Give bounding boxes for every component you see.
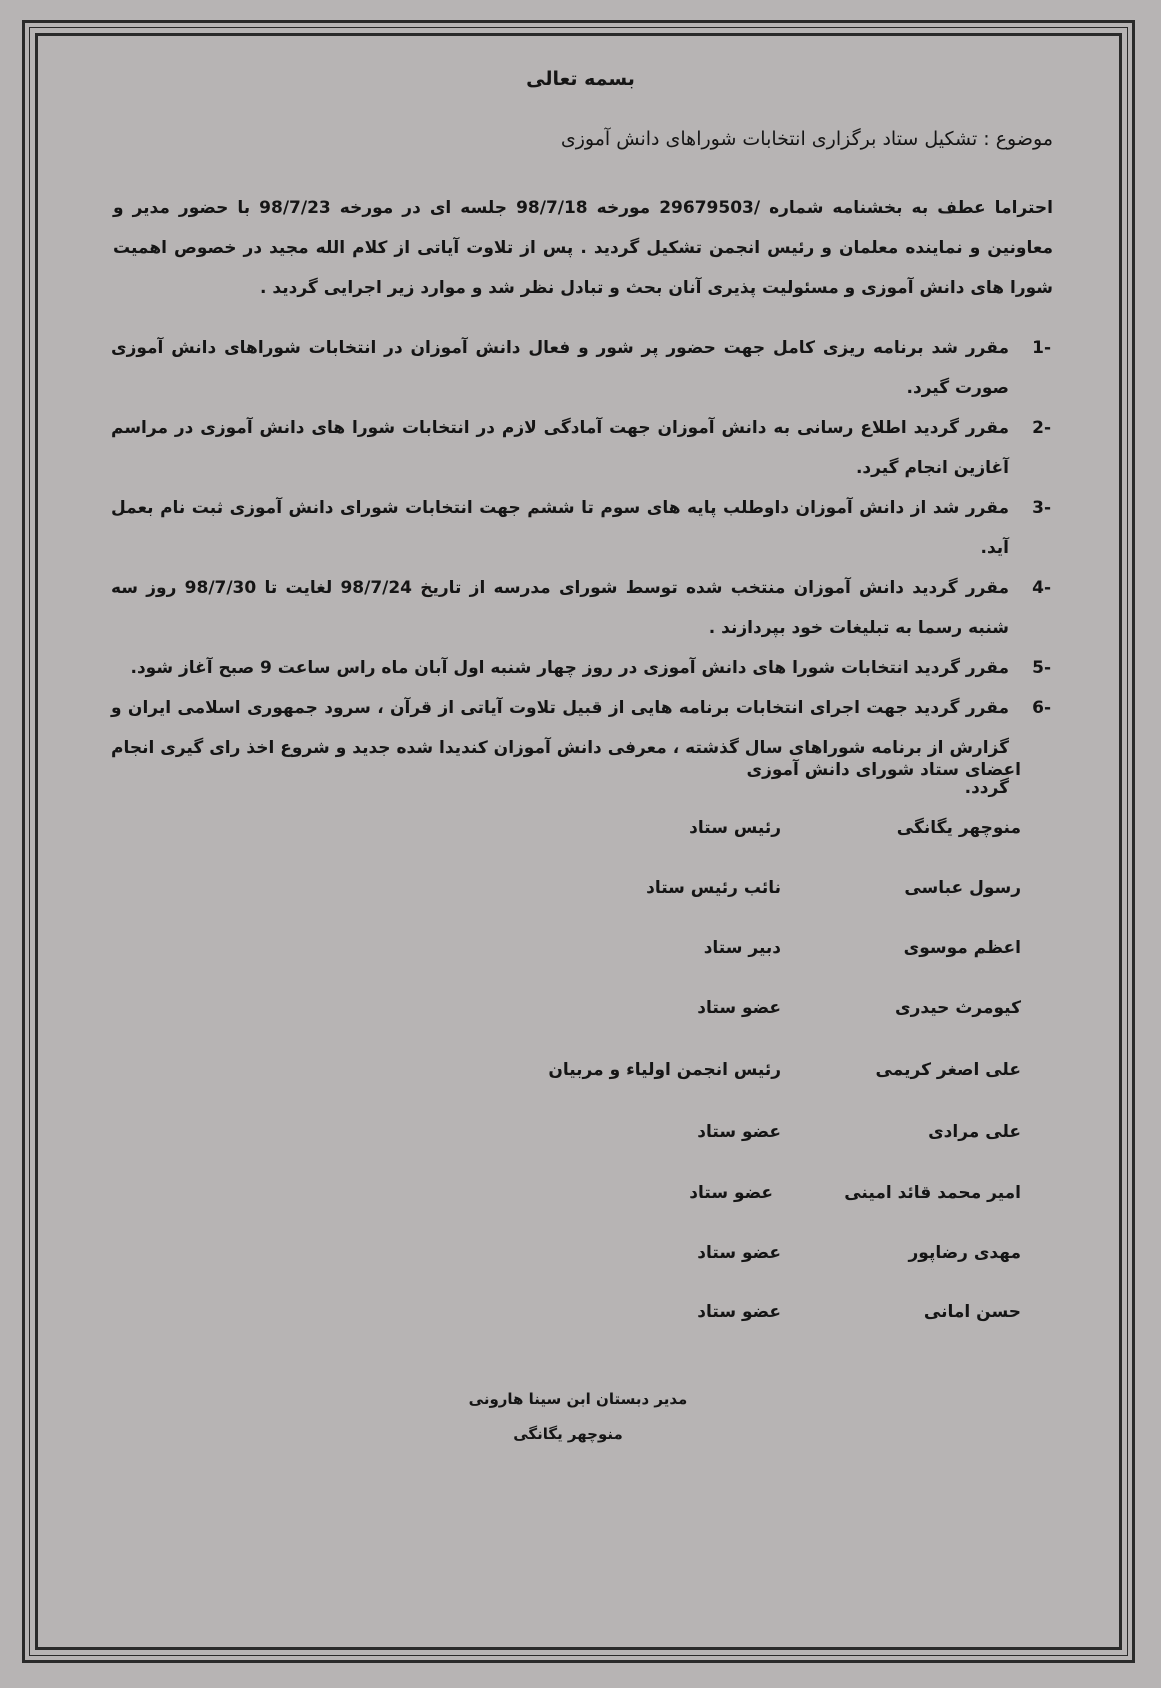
resolution-item-3: [111, 488, 1051, 568]
member-name: اعظم موسوی: [903, 938, 1021, 958]
item-number: -1: [1032, 338, 1051, 358]
member-role: دبیر ستاد: [703, 938, 781, 958]
members-title: اعضای ستاد شورای دانش آموزی: [746, 760, 1021, 780]
member-role: رئیس انجمن اولیاء و مربیان: [548, 1060, 781, 1080]
resolution-item-4: [111, 568, 1051, 648]
member-name: مهدی رضاپور: [908, 1243, 1021, 1263]
item-text: مقرر شد برنامه ریزی کامل جهت حضور پر شور و فعال دانش آموزان در انتخابات شوراهای دانش آموزی صورت گیرد.: [111, 338, 1009, 398]
member-name: امیر محمد قائد امینی: [844, 1183, 1021, 1203]
item-text: مقرر گردید دانش آموزان منتخب شده توسط شورای مدرسه از تاریخ 98/7/24 لغایت تا 98/7/30 روز سه شنبه رسما به تبلیغات خود بپردازند .: [111, 578, 1009, 638]
item-text: مقرر گردید جهت اجرای انتخابات برنامه هایی از قبیل تلاوت آیاتی از قرآن ، سرود جمهوری اسلامی ایران و گزارش از برنامه شوراهای سال گذشته ، معرفی دانش آموزان کندیدا شده جدید و شروع اخذ رای گیری انجام گردد.: [111, 698, 1009, 798]
member-role: عضو ستاد: [689, 1183, 773, 1203]
item-text: مقرر گردید انتخابات شورا های دانش آموزی در روز چهار شنبه اول آبان ماه راس ساعت 9 صبح آغاز شود.: [130, 658, 1009, 678]
intro-paragraph: احتراما عطف به بخشنامه شماره /29679503 مورخه 98/7/18 جلسه ای در مورخه 98/7/23 با حضور مدیر و معاونین و نماینده معلمان و رئیس انجمن تشکیل گردید . پس از تلاوت آیاتی از کلام الله مجید در خصوص اهمیت شورا های دانش آموزی و مسئولیت پذیری آنان بحث و تبادل نظر شد و موارد زیر اجرایی گردید .: [113, 198, 1054, 298]
member-role: رئیس ستاد: [689, 818, 781, 838]
resolution-item-2: [111, 408, 1051, 488]
item-number: -3: [1032, 498, 1051, 518]
resolution-item-1: [111, 328, 1051, 408]
item-number: -6: [1032, 698, 1051, 718]
signature-title: مدیر دبستان ابن سینا هارونی: [468, 1390, 688, 1408]
member-name: منوچهر یگانگی: [896, 818, 1021, 838]
member-role: عضو ستاد: [697, 1243, 781, 1263]
member-role: عضو ستاد: [697, 998, 781, 1018]
member-role: عضو ستاد: [697, 1122, 781, 1142]
item-text: مقرر شد از دانش آموزان داوطلب پایه های سوم تا ششم جهت انتخابات شورای دانش آموزی ثبت نام بعمل آید.: [111, 498, 1009, 558]
resolution-item-5: [111, 648, 1051, 688]
item-number: -2: [1032, 418, 1051, 438]
resolution-list: [111, 328, 1051, 808]
item-number: -4: [1032, 578, 1051, 598]
document-heading: بسمه تعالی: [526, 68, 635, 90]
signature-name: منوچهر یگانگی: [513, 1425, 623, 1443]
member-role: عضو ستاد: [697, 1302, 781, 1322]
member-name: رسول عباسی: [904, 878, 1021, 898]
resolution-item-6: [111, 688, 1051, 808]
document-subject: موضوع : تشکیل ستاد برگزاری انتخابات شوراهای دانش آموزی: [560, 128, 1053, 150]
item-number: -5: [1032, 658, 1051, 678]
member-name: علی اصغر کریمی: [875, 1060, 1021, 1080]
member-name: کیومرث حیدری: [895, 998, 1021, 1018]
member-name: علی مرادی: [928, 1122, 1021, 1142]
item-text: مقرر گردید اطلاع رسانی به دانش آموزان جهت آمادگی لازم در انتخابات شورا های دانش آموزی در مراسم آغازین انجام گیرد.: [111, 418, 1009, 478]
member-name: حسن امانی: [923, 1302, 1021, 1322]
member-role: نائب رئیس ستاد: [646, 878, 781, 898]
